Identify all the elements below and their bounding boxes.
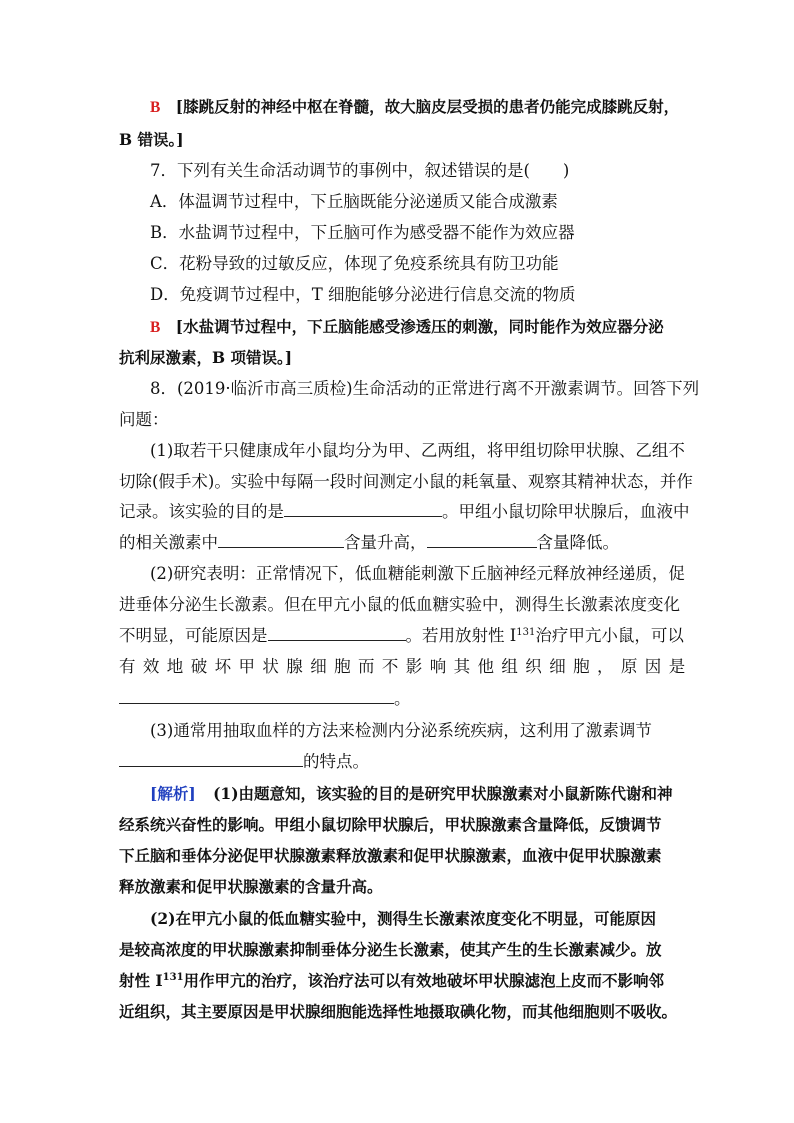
text: 含量降低。 [536,533,619,552]
analysis-line1 [150,783,673,805]
q8-part1-line4 [119,532,619,554]
text: 的特点。 [303,752,369,771]
q7-option-b: B．水盐调节过程中，下丘脑可作为感受器不能作为效应器 [150,223,575,242]
answer-blank[interactable] [119,688,394,704]
q7-option-a: A．体温调节过程中，下丘脑既能分泌递质又能合成激素 [150,192,558,211]
answer6-line2: B 错误。] [119,130,184,149]
text: 含量升高， [344,533,427,552]
q8-part2-line1: (2)研究表明：正常情况下，低血糖能刺激下丘脑神经元释放神经递质，促 [150,564,685,583]
q8-part2-line4: 有效地破坏甲状腺细胞而不影响其他组织细胞，原因是 [119,657,693,676]
q7-answer-line2: 抗利尿激素，B 项错误。] [119,348,293,367]
answer6-line1 [150,96,679,119]
q8-part2-line3 [119,625,684,647]
q8-part3-line1: (3)通常用抽取血样的方法来检测内分泌系统疾病，这利用了激素调节 [150,721,652,740]
text: 记录。该实验的目的是 [119,502,284,521]
analysis-line8: 近组织，其主要原因是甲状腺细胞能选择性地摄取碘化物，而其他细胞则不吸收。 [119,1002,678,1021]
q8-stem-line1: 8．(2019·临沂市高三质检)生命活动的正常进行离不开激素调节。回答下列 [150,379,700,398]
q8-part1-line2: 切除(假手术)。实验中每隔一段时间测定小鼠的耗氧量、观察其精神状态，并作 [119,472,693,491]
answer-blank[interactable] [268,625,406,641]
q7-option-c: C．花粉导致的过敏反应，体现了免疫系统具有防卫功能 [150,254,559,273]
text: (1)由题意知，该实验的目的是研究甲状腺激素对小鼠新陈代谢和神 [213,784,673,803]
text: 。若用放射性 I [405,626,517,645]
answer-explanation: [膝跳反射的神经中枢在脊髓，故大脑皮层受损的患者仍能完成膝跳反射， [175,97,680,116]
analysis-tag: [解析] [150,784,196,803]
text: 。甲组小鼠切除甲状腺后，血液中 [442,502,690,521]
answer-letter: B [150,99,161,116]
analysis-line7 [119,970,664,992]
q8-part1-line1: (1)取若干只健康成年小鼠均分为甲、乙两组，将甲组切除甲状腺、乙组不 [150,441,685,460]
q7-option-d: D．免疫调节过程中，T 细胞能够分泌进行信息交流的物质 [150,285,576,304]
superscript: 131 [516,627,536,638]
analysis-line4: 释放激素和促甲状腺激素的含量升高。 [119,877,383,896]
answer-blank[interactable] [427,532,537,548]
answer-blank[interactable] [119,751,303,767]
text: 用作甲亢的治疗，该治疗法可以有效地破坏甲状腺滤泡上皮而不影响邻 [183,971,665,990]
answer-letter: B [150,319,161,336]
text: 不明显，可能原因是 [119,626,268,645]
q8-part2-line2: 进垂体分泌生长激素。但在甲亢小鼠的低血糖实验中，测得生长激素浓度变化 [119,595,680,614]
text: 治疗甲亢小鼠，可以 [535,626,684,645]
answer-blank[interactable] [218,532,344,548]
analysis-line3: 下丘脑和垂体分泌促甲状腺激素释放激素和促甲状腺激素，血液中促甲状腺激素 [119,846,662,865]
text: 的相关激素中 [119,533,218,552]
analysis-line2: 经系统兴奋性的影响。甲组小鼠切除甲状腺后，甲状腺激素含量降低，反馈调节 [119,815,662,834]
analysis-line5: (2)在甲亢小鼠的低血糖实验中，测得生长激素浓度变化不明显，可能原因 [150,909,656,928]
answer-explanation: [水盐调节过程中，下丘脑能感受渗透压的刺激，同时能作为效应器分泌 [175,317,664,336]
analysis-line6: 是较高浓度的甲状腺激素抑制垂体分泌生长激素，使其产生的生长激素减少。放 [119,940,662,959]
superscript: 131 [162,972,184,983]
answer-blank[interactable] [284,501,442,517]
q8-part3-line2 [119,751,369,773]
text: 。 [394,689,411,708]
q8-part1-line3 [119,501,690,523]
q8-stem-line2: 问题： [119,410,169,429]
q8-part2-line5 [119,688,411,710]
text: 射性 I [119,971,163,990]
q7-stem: 7．下列有关生命活动调节的事例中，叙述错误的是( ) [150,161,570,180]
q7-answer-line1 [150,316,664,339]
